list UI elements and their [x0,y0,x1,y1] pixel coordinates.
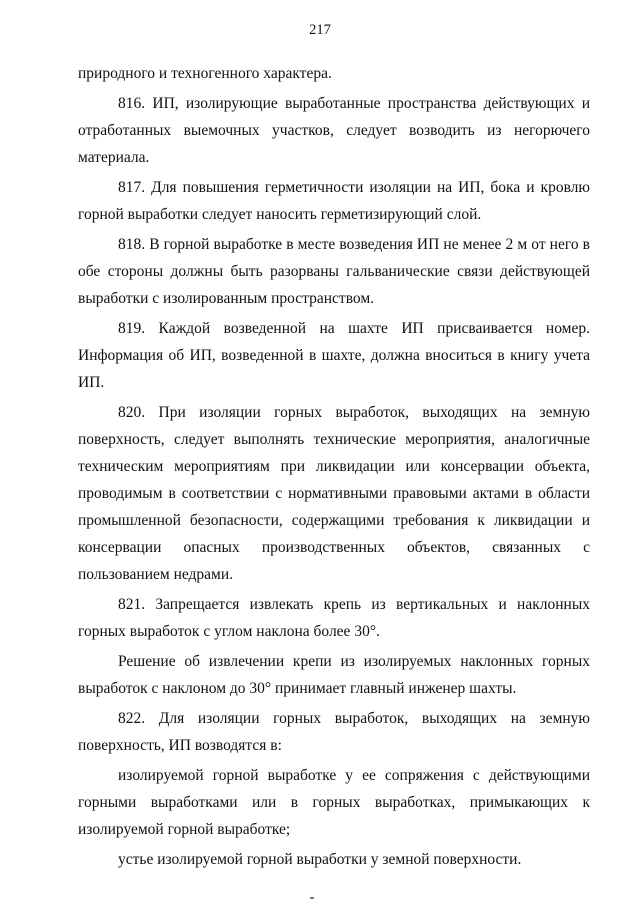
paragraph-821-decision: Решение об извлечении крепи из изолируемых наклонных горных выработок с наклоном до 30° принимает главный инженер шахты. [78,653,590,697]
scan-artifact [310,897,314,899]
paragraph-818: 818. В горной выработке в месте возведения ИП не менее 2 м от него в обе стороны должны быть разорваны гальванические связи действующей выработки с изолированным пространством. [78,236,590,307]
paragraph-820: 820. При изоляции горных выработок, выходящих на земную поверхность, следует выполнять технические мероприятия, аналогичные техническим мероприятиям при ликвидации или консервации объекта, проводимым в соответствии с нормативными правовыми актами в области промышленной безопасности, содержащими требования к ликвидации и консервации опасных производственных объектов, связанных с пользованием недрами. [78,404,590,583]
paragraph-continuation: природного и техногенного характера. [78,65,332,82]
document-body [78,60,590,873]
paragraph-816: 816. ИП, изолирующие выработанные пространства действующих и отработанных выемочных участков, следует возводить из негорючего материала. [78,95,590,166]
paragraph-822: 822. Для изоляции горных выработок, выходящих на земную поверхность, ИП возводятся в: [78,710,590,754]
paragraph-819: 819. Каждой возведенной на шахте ИП присваивается номер. Информация об ИП, возведенной в шахте, должна вноситься в книгу учета ИП. [78,320,590,391]
paragraph-821: 821. Запрещается извлекать крепь из вертикальных и наклонных горных выработок с углом наклона более 30°. [78,596,590,640]
paragraph-822-item-2: устье изолируемой горной выработки у земной поверхности. [118,851,522,868]
paragraph-822-item-1: изолируемой горной выработке у ее сопряжения с действующими горными выработками или в горных выработках, примыкающих к изолируемой горной выработке; [78,767,590,838]
paragraph-817: 817. Для повышения герметичности изоляции на ИП, бока и кровлю горной выработки следует наносить герметизирующий слой. [78,179,590,223]
page-number: 217 [309,22,331,38]
